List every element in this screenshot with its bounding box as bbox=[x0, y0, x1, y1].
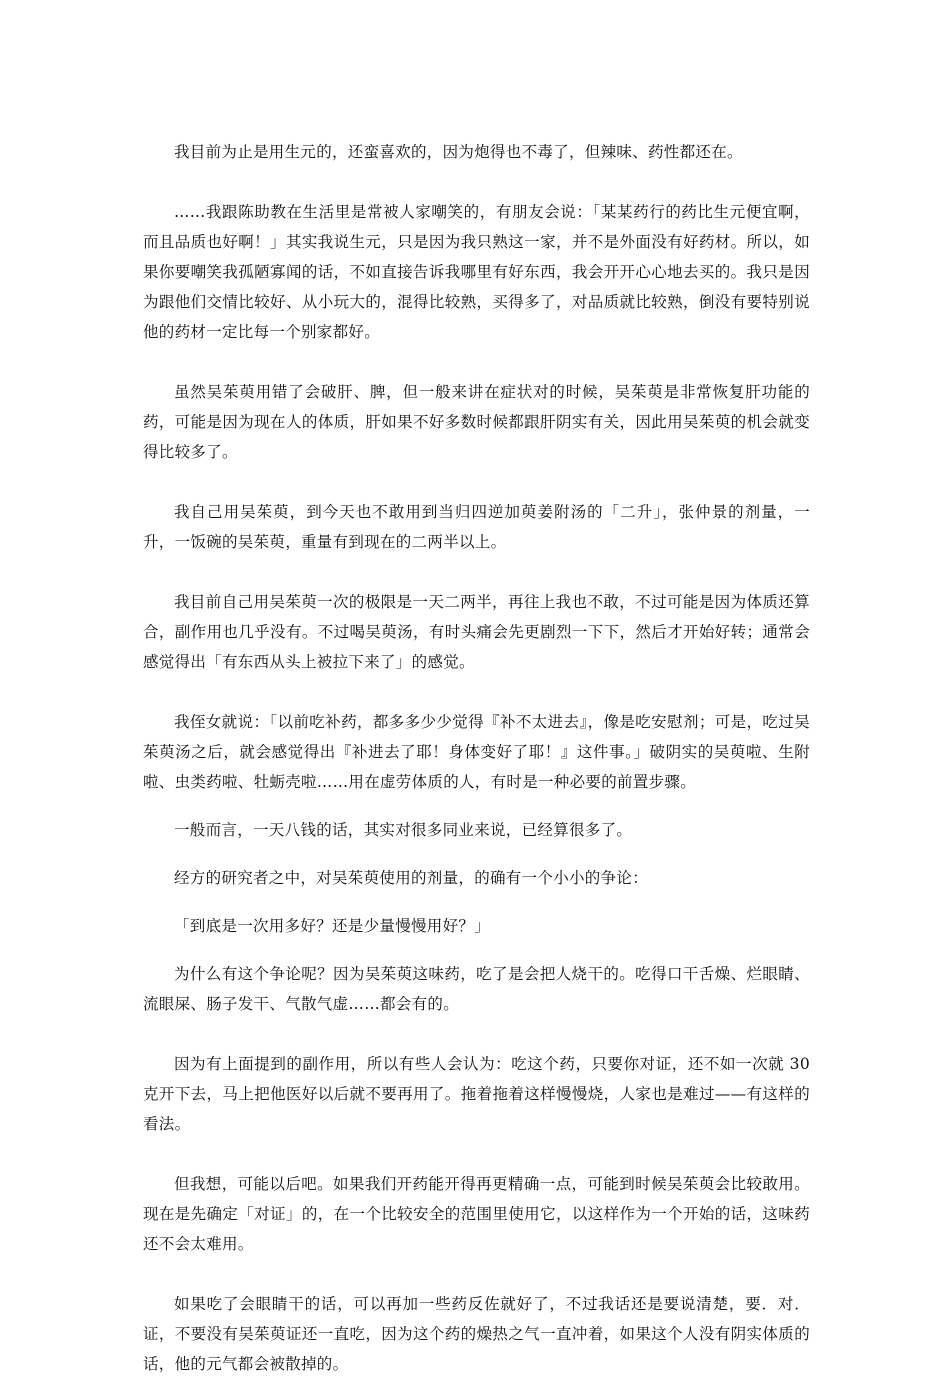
paragraph-12: 但我想，可能以后吧。如果我们开药能开得再更精确一点，可能到时候吴茱萸会比较敢用。现在是先确定「对证」的，在一个比较安全的范围里使用它，以这样作为一个开始的话，这味药还不会太难用。 bbox=[143, 1175, 810, 1253]
paragraph-1: 我目前为止是用生元的，还蛮喜欢的，因为炮得也不毒了，但辣味、药性都还在。 bbox=[174, 143, 743, 161]
paragraph-5: 我目前自己用吴茱萸一次的极限是一天二两半，再往上我也不敢，不过可能是因为体质还算合，副作用也几乎没有。不过喝吴萸汤，有时头痛会先更剧烈一下下，然后才开始好转；通常会感觉得出「有东西从头上被拉下来了」的感觉。 bbox=[143, 593, 810, 671]
paragraph-2: ……我跟陈助教在生活里是常被人家嘲笑的，有朋友会说：「某某药行的药比生元便宜啊，而且品质也好啊！」其实我说生元，只是因为我只熟这一家，并不是外面没有好药材。所以，如果你要嘲笑我孤陋寡闻的话，不如直接告诉我哪里有好东西，我会开开心心地去买的。我只是因为跟他们交情比较好、从小玩大的，混得比较熟，买得多了，对品质就比较熟，倒没有要特别说他的药材一定比每一个别家都好。 bbox=[143, 203, 810, 341]
paragraph-10: 为什么有这个争论呢？因为吴茱萸这味药，吃了是会把人烧干的。吃得口干舌燥、烂眼睛、流眼屎、肠子发干、气散气虚……都会有的。 bbox=[143, 965, 810, 1013]
paragraph-13: 如果吃了会眼睛干的话，可以再加一些药反佐就好了，不过我话还是要说清楚，要．对．证，不要没有吴茱萸证还一直吃，因为这个药的燥热之气一直冲着，如果这个人没有阴实体质的话，他的元气都会被散掉的。 bbox=[143, 1295, 810, 1373]
paragraph-8: 经方的研究者之中，对吴茱萸使用的剂量，的确有一个小小的争论： bbox=[174, 869, 649, 887]
paragraph-11: 因为有上面提到的副作用，所以有些人会认为：吃这个药，只要你对证，还不如一次就 30 克开下去，马上把他医好以后就不要再用了。拖着拖着这样慢慢烧，人家也是难过——有这样的看法。 bbox=[143, 1055, 810, 1133]
document-page bbox=[143, 137, 810, 1379]
quote-paragraph: 「到底是一次用多好？还是少量慢慢用好？」 bbox=[174, 917, 491, 935]
paragraph-3: 虽然吴茱萸用错了会破肝、脾，但一般来讲在症状对的时候，吴茱萸是非常恢复肝功能的药，可能是因为现在人的体质，肝如果不好多数时候都跟肝阴实有关，因此用吴茱萸的机会就变得比较多了。 bbox=[143, 383, 810, 461]
paragraph-7: 一般而言，一天八钱的话，其实对很多同业来说，已经算很多了。 bbox=[174, 821, 633, 839]
paragraph-6: 我侄女就说：「以前吃补药，都多多少少觉得『补不太进去』，像是吃安慰剂；可是，吃过吴茱萸汤之后，就会感觉得出『补进去了耶！身体变好了耶！』这件事。」破阴实的吴萸啦、生附啦、虫类药啦、牡蛎壳啦……用在虚劳体质的人，有时是一种必要的前置步骤。 bbox=[143, 713, 810, 791]
paragraph-4: 我自己用吴茱萸，到今天也不敢用到当归四逆加萸姜附汤的「二升」，张仲景的剂量，一升，一饭碗的吴茱萸，重量有到现在的二两半以上。 bbox=[143, 503, 810, 551]
